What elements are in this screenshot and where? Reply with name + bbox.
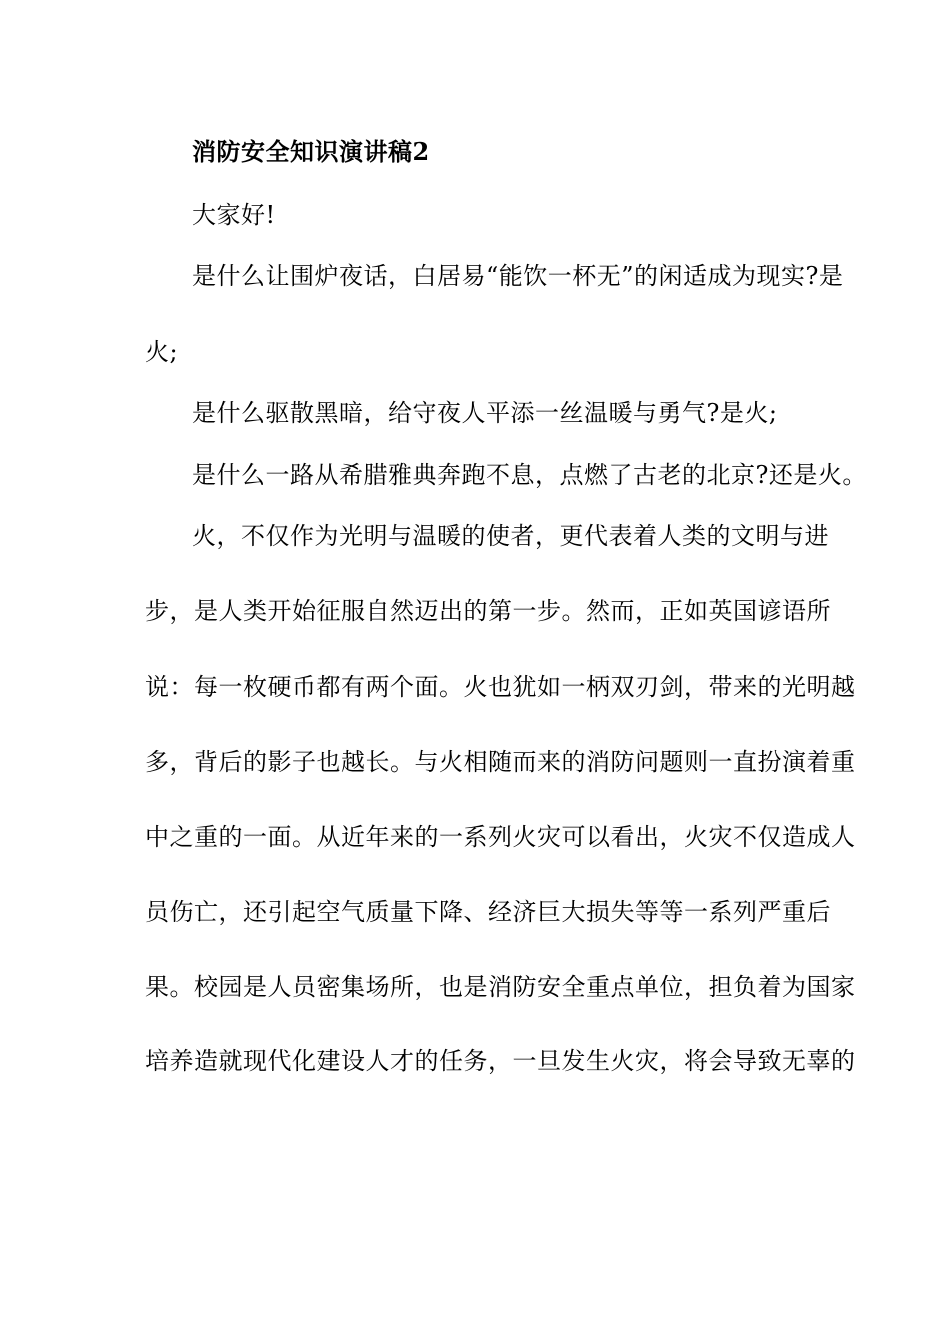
text-line: 多，背后的影子也越长。与火相随而来的消防问题则一直扮演着重 [145, 748, 856, 776]
text-line: 火; [145, 338, 179, 366]
text-line: 是什么一路从希腊雅典奔跑不息，点燃了古老的北京?还是火。 [192, 461, 867, 489]
document-title: 消防安全知识演讲稿2 [192, 137, 430, 166]
text-line: 中之重的一面。从近年来的一系列火灾可以看出，火灾不仅造成人 [145, 823, 856, 851]
text-line: 员伤亡，还引起空气质量下降、经济巨大损失等等一系列严重后 [145, 898, 831, 926]
text-line: 说：每一枚硬币都有两个面。火也犹如一柄双刃剑，带来的光明越 [145, 673, 856, 701]
text-line: 步，是人类开始征服自然迈出的第一步。然而，正如英国谚语所 [145, 597, 831, 625]
text-line: 火，不仅作为光明与温暖的使者，更代表着人类的文明与进 [192, 522, 829, 550]
greeting-line: 大家好! [192, 201, 276, 229]
text-line: 是什么让围炉夜话，白居易“能饮一杯无”的闲适成为现实?是 [192, 262, 844, 290]
text-line: 培养造就现代化建设人才的任务，一旦发生火灾，将会导致无辜的 [145, 1047, 856, 1075]
text-line: 果。校园是人员密集场所，也是消防安全重点单位，担负着为国家 [145, 973, 856, 1001]
text-line: 是什么驱散黑暗，给守夜人平添一丝温暖与勇气?是火; [192, 399, 778, 427]
